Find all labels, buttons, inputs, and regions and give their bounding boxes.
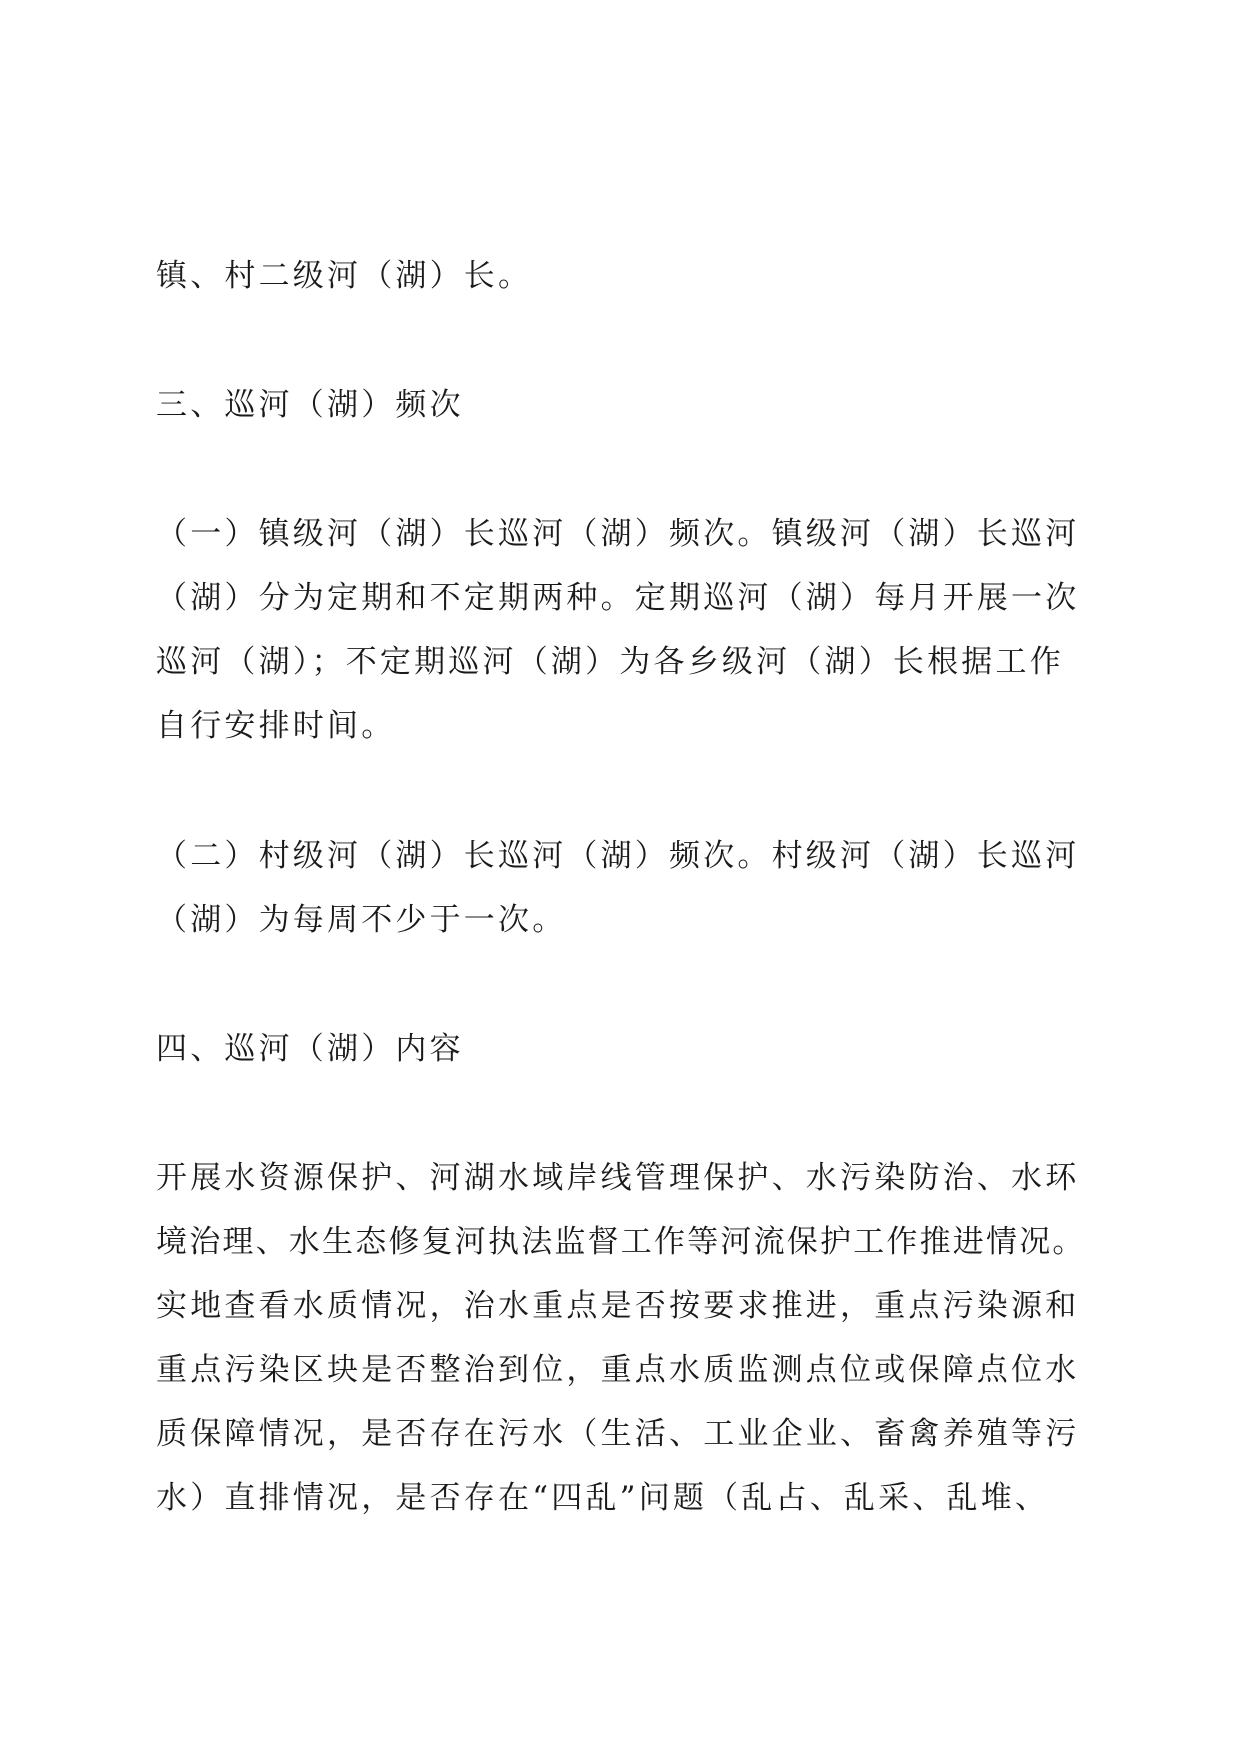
text-line: 镇、村二级河（湖）长。 xyxy=(156,258,533,294)
paragraph-intro xyxy=(156,244,1096,308)
text-line: （湖）为每周不少于一次。 xyxy=(156,902,567,938)
heading-text: 四、巡河（湖）内容 xyxy=(156,1031,464,1067)
heading-text: 三、巡河（湖）频次 xyxy=(156,387,464,423)
text-line: （湖）分为定期和不定期两种。定期巡河（湖）每月开展一次 xyxy=(156,580,1080,616)
text-line: 境治理、水生态修复河执法监督工作等河流保护工作推进情况。 xyxy=(156,1224,1086,1260)
text-line: 水）直排情况，是否存在“四乱”问题（乱占、乱采、乱堆、 xyxy=(156,1480,1050,1516)
text-line: 实地查看水质情况，治水重点是否按要求推进，重点污染源和 xyxy=(156,1288,1080,1324)
section-heading-3 xyxy=(156,373,1096,437)
text-line: 质保障情况，是否存在污水（生活、工业企业、畜禽养殖等污 xyxy=(156,1416,1080,1452)
paragraph-village-frequency xyxy=(156,824,1096,952)
paragraph-inspection-content xyxy=(156,1146,1096,1530)
text-line: 重点污染区块是否整治到位，重点水质监测点位或保障点位水 xyxy=(156,1352,1080,1388)
paragraph-town-frequency xyxy=(156,502,1096,758)
section-heading-4 xyxy=(156,1017,1096,1081)
text-line: 自行安排时间。 xyxy=(156,708,396,744)
text-line: （一）镇级河（湖）长巡河（湖）频次。镇级河（湖）长巡河 xyxy=(156,516,1080,552)
text-line: 巡河（湖）；不定期巡河（湖）为各乡级河（湖）长根据工作 xyxy=(156,644,1064,680)
text-line: 开展水资源保护、河湖水域岸线管理保护、水污染防治、水环 xyxy=(156,1160,1080,1196)
text-line: （二）村级河（湖）长巡河（湖）频次。村级河（湖）长巡河 xyxy=(156,838,1080,874)
